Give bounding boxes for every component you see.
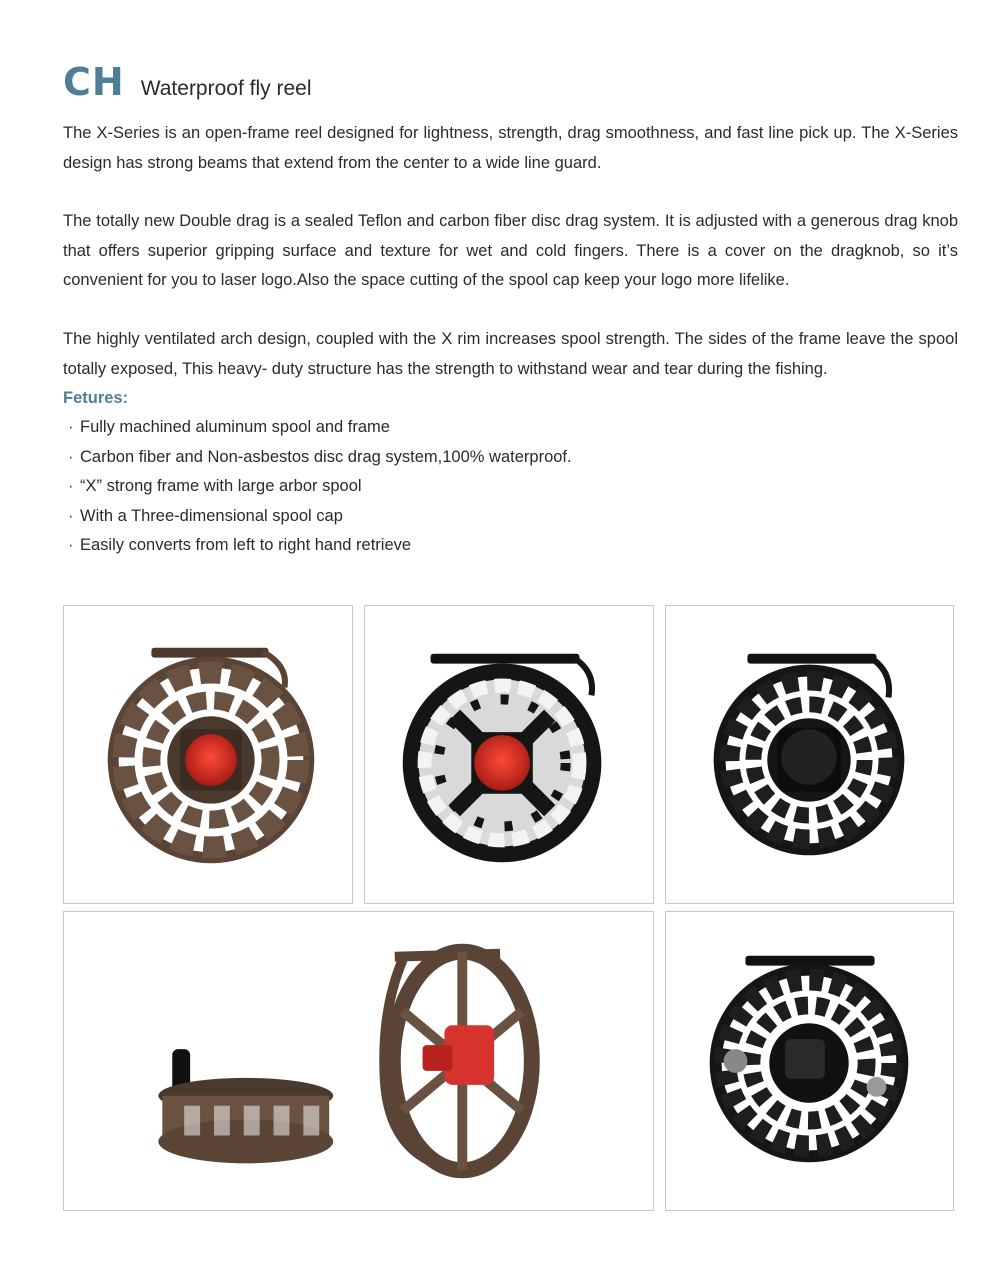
reel-bronze-side-image — [64, 912, 653, 1210]
bullet-icon: · — [68, 477, 74, 495]
product-photo-black-silver — [364, 605, 654, 904]
features-heading: Fetures: — [63, 389, 129, 407]
product-photo-bronze-front — [63, 605, 353, 904]
feature-item: · “X” strong frame with large arbor spool — [63, 472, 572, 502]
product-photo-black-back — [665, 911, 954, 1211]
bullet-icon: · — [68, 418, 74, 436]
reel-black-front-image — [666, 606, 953, 903]
feature-item: · With a Three-dimensional spool cap — [63, 502, 572, 532]
feature-item: · Fully machined aluminum spool and frame — [63, 413, 572, 443]
drag-paragraph: The totally new Double drag is a sealed Teflon and carbon fiber disc drag system. It is adjusted with a generous drag knob that offers superior gripping surface and texture for wet and cold fingers. There is a cover on the dragknob, so it’s convenient for you to laser logo.Also the space cutting of the spool cap keep your logo more lifelike. — [63, 212, 958, 289]
feature-item: · Carbon fiber and Non-asbestos disc drag system,100% waterproof. — [63, 443, 572, 473]
reel-black-back-image — [666, 912, 953, 1210]
brand-logo: CH — [63, 60, 125, 104]
title-row — [63, 60, 311, 104]
frame-paragraph: The highly ventilated arch design, coupled with the X rim increases spool strength. The sides of the frame leave the spool totally exposed, This heavy- duty structure has the strength to withstand wear and tear during the fishing. — [63, 330, 958, 378]
bullet-icon: · — [68, 506, 74, 525]
bullet-icon: · — [68, 447, 74, 466]
bullet-icon: · — [68, 536, 74, 554]
features-list — [63, 413, 572, 561]
intro-paragraph: The X-Series is an open-frame reel designed for lightness, strength, drag smoothness, and fast line pick up. The X-Series design has strong beams that extend from the center to a wide line guard. — [63, 124, 958, 172]
page-title: Waterproof fly reel — [140, 77, 312, 100]
product-photo-black-front — [665, 605, 954, 904]
feature-item: · Easily converts from left to right hand retrieve — [63, 531, 572, 561]
reel-black-silver-image — [365, 606, 653, 903]
product-photo-bronze-side — [63, 911, 654, 1211]
reel-bronze-front-image — [64, 606, 352, 903]
